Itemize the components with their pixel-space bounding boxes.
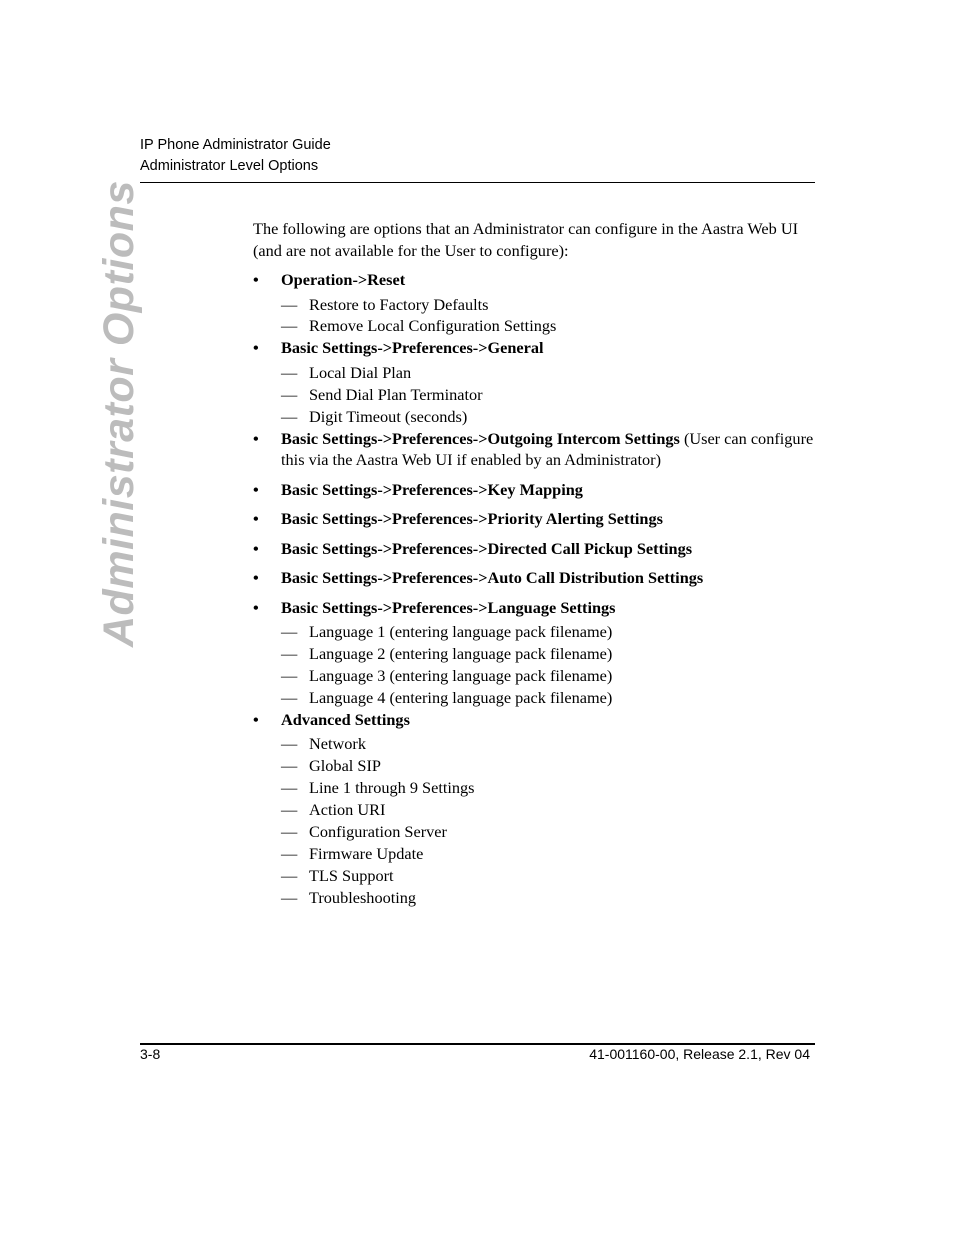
page-body (253, 218, 818, 908)
sub-item-label: Digit Timeout (seconds) (309, 406, 468, 426)
running-header (140, 135, 815, 177)
dash-glyph: — (281, 843, 298, 863)
sub-item (253, 621, 818, 643)
sub-item-label: Remove Local Configuration Settings (309, 316, 557, 336)
bullet-glyph: • (253, 479, 259, 499)
item-label: Basic Settings->Preferences->Directed Call Pickup Settings (281, 538, 693, 558)
list-item-language-settings (253, 597, 818, 619)
bullet-glyph: • (253, 709, 259, 729)
sub-item (253, 733, 818, 755)
sub-item-label: Local Dial Plan (309, 362, 412, 382)
sub-list (253, 362, 818, 428)
header-rule (140, 182, 815, 183)
item-label: Basic Settings->Preferences->Outgoing Intercom Settings (281, 428, 680, 448)
dash-glyph: — (281, 362, 298, 382)
sub-item (253, 821, 818, 843)
item-label: Basic Settings->Preferences->Language Settings (281, 597, 616, 617)
dash-glyph: — (281, 316, 298, 336)
bullet-glyph: • (253, 338, 259, 358)
sub-item-label: Action URI (309, 799, 386, 819)
sub-item (253, 406, 818, 428)
sub-list (253, 733, 818, 908)
list-item-priority-alerting (253, 508, 818, 530)
bullet-glyph: • (253, 428, 259, 448)
sub-item-label: Configuration Server (309, 821, 447, 841)
sub-list (253, 621, 818, 709)
dash-glyph: — (281, 665, 298, 685)
dash-glyph: — (281, 865, 298, 885)
page-number: 3-8 (140, 1046, 161, 1062)
sub-list (253, 294, 818, 338)
sub-item (253, 384, 818, 406)
sub-item (253, 799, 818, 821)
sub-item-label: Language 3 (entering language pack filename) (309, 665, 613, 685)
dash-glyph: — (281, 643, 298, 663)
guide-title: IP Phone Administrator Guide (140, 137, 331, 153)
sub-item-label: Send Dial Plan Terminator (309, 384, 483, 404)
list-item-auto-call-distribution (253, 567, 818, 589)
side-chapter-title: Administrator Options (95, 180, 143, 647)
item-label: Basic Settings->Preferences->Key Mapping (281, 479, 583, 499)
sub-item-label: Firmware Update (309, 843, 424, 863)
item-label: Operation->Reset (281, 270, 406, 289)
dash-glyph: — (281, 294, 298, 314)
list-item-outgoing-intercom (253, 428, 818, 471)
item-label: Basic Settings->Preferences->Auto Call Distribution Settings (281, 568, 704, 588)
list-item-directed-call-pickup (253, 538, 818, 560)
item-label: Basic Settings->Preferences->Priority Alerting Settings (281, 509, 663, 529)
dash-glyph: — (281, 756, 298, 776)
sub-item (253, 777, 818, 799)
dash-glyph: — (281, 887, 298, 907)
dash-glyph: — (281, 821, 298, 841)
bullet-glyph: • (253, 509, 259, 529)
dash-glyph: — (281, 384, 298, 404)
dash-glyph: — (281, 734, 298, 754)
dash-glyph: — (281, 406, 298, 426)
sub-item (253, 687, 818, 709)
sub-item (253, 643, 818, 665)
sub-item (253, 294, 818, 316)
list-item-operation-reset (253, 269, 818, 291)
item-note: (User can configure this via the Aastra Web UI if enabled by an Administrator) (281, 428, 814, 470)
sub-item (253, 843, 818, 865)
sub-item-label: Language 2 (entering language pack filename) (309, 643, 613, 663)
list-item-key-mapping (253, 479, 818, 501)
dash-glyph: — (281, 622, 298, 642)
item-label: Basic Settings->Preferences->General (281, 338, 544, 358)
sub-item-label: Restore to Factory Defaults (309, 294, 489, 314)
document-id: 41-001160-00, Release 2.1, Rev 04 (589, 1046, 810, 1062)
sub-item (253, 362, 818, 384)
bullet-glyph: • (253, 568, 259, 588)
sub-item (253, 665, 818, 687)
sub-item-label: Global SIP (309, 756, 381, 776)
bullet-glyph: • (253, 597, 259, 617)
list-item-advanced-settings (253, 709, 818, 731)
dash-glyph: — (281, 777, 298, 797)
bullet-glyph: • (253, 270, 259, 289)
dash-glyph: — (281, 799, 298, 819)
item-label: Advanced Settings (281, 709, 410, 729)
intro-paragraph: The following are options that an Administrator can configure in the Aastra Web UI (and are not available for the User to configure): (253, 219, 799, 260)
list-item-general (253, 337, 818, 359)
sub-item-label: Language 4 (entering language pack filename) (309, 687, 613, 707)
sub-item (253, 755, 818, 777)
sub-item-label: Line 1 through 9 Settings (309, 777, 475, 797)
sub-item (253, 315, 818, 337)
dash-glyph: — (281, 687, 298, 707)
sub-item (253, 865, 818, 887)
bullet-glyph: • (253, 538, 259, 558)
sub-item-label: Network (309, 734, 366, 754)
sub-item-label: TLS Support (309, 865, 394, 885)
sub-item (253, 887, 818, 909)
sub-item-label: Language 1 (entering language pack filename) (309, 622, 613, 642)
section-title: Administrator Level Options (140, 158, 319, 174)
sub-item-label: Troubleshooting (309, 887, 417, 907)
